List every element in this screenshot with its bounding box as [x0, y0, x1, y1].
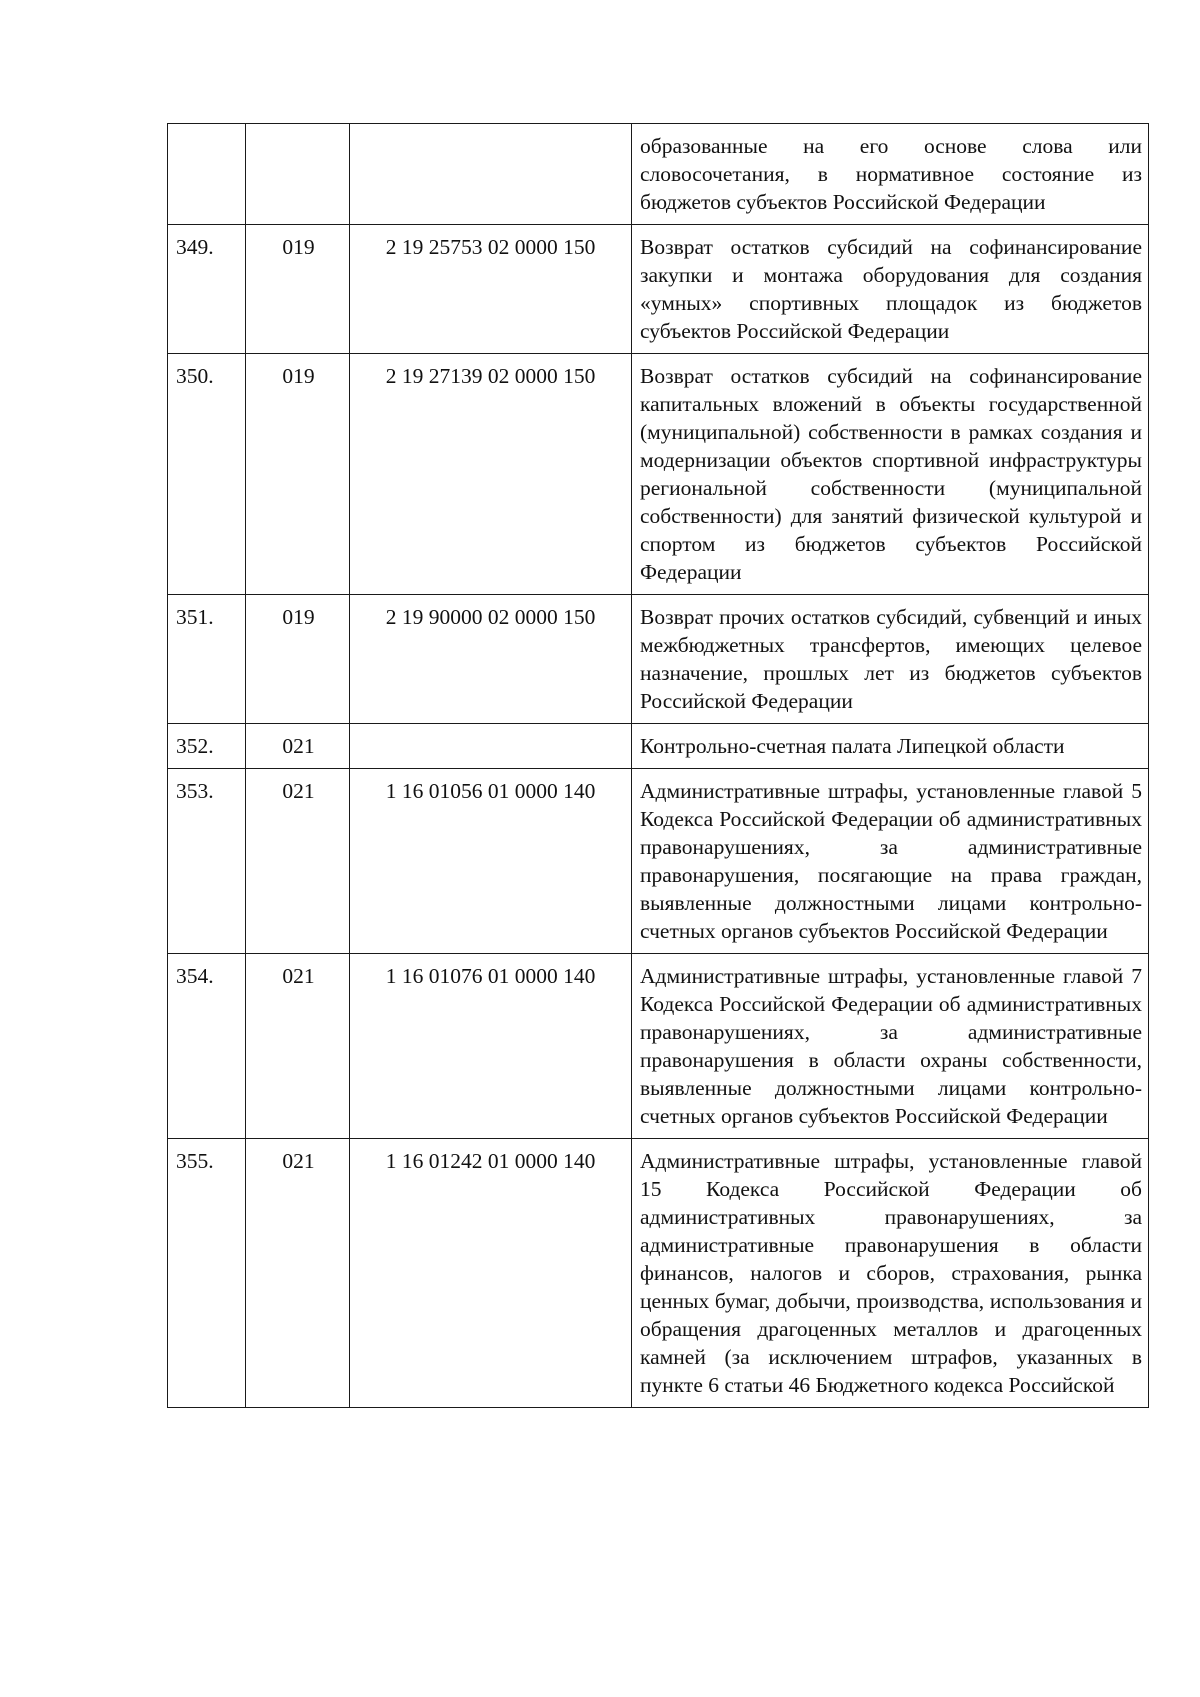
table-row [168, 769, 1149, 954]
budget-classification-code: 2 19 90000 02 0000 150 [350, 595, 632, 724]
row-number: 354. [168, 954, 246, 1139]
table-row [168, 354, 1149, 595]
administrator-code: 021 [246, 954, 350, 1139]
income-name: Возврат остатков субсидий на софинансирование капитальных вложений в объекты государственной (муниципальной) собственности в рамках создания и модернизации объектов спортивной инфраструктуры региональной собственности (муниципальной собственности) для занятий физической культурой и спортом из бюджетов субъектов Российской Федерации [632, 354, 1149, 595]
table-row [168, 124, 1149, 225]
income-name: образованные на его основе слова или словосочетания, в нормативное состояние из бюджетов субъектов Российской Федерации [632, 124, 1149, 225]
administrator-code: 019 [246, 354, 350, 595]
row-number: 353. [168, 769, 246, 954]
administrator-code: 021 [246, 769, 350, 954]
row-number: 349. [168, 225, 246, 354]
income-name: Административные штрафы, установленные главой 7 Кодекса Российской Федерации об административных правонарушениях, за административные правонарушения в области охраны собственности, выявленные должностными лицами контрольно-счетных органов субъектов Российской Федерации [632, 954, 1149, 1139]
table-row [168, 724, 1149, 769]
administrator-code: 019 [246, 225, 350, 354]
budget-classification-code [350, 724, 632, 769]
administrator-name: Контрольно-счетная палата Липецкой области [632, 724, 1149, 769]
income-name: Возврат остатков субсидий на софинансирование закупки и монтажа оборудования для создания «умных» спортивных площадок из бюджетов субъектов Российской Федерации [632, 225, 1149, 354]
administrator-code [246, 124, 350, 225]
budget-classification-code: 2 19 27139 02 0000 150 [350, 354, 632, 595]
row-number [168, 124, 246, 225]
row-number: 350. [168, 354, 246, 595]
income-codes-table [167, 123, 1149, 1408]
income-name: Административные штрафы, установленные главой 15 Кодекса Российской Федерации об административных правонарушениях, за административные правонарушения в области финансов, налогов и сборов, страхования, рынка ценных бумаг, добычи, производства, использования и обращения драгоценных металлов и драгоценных камней (за исключением штрафов, указанных в пункте 6 статьи 46 Бюджетного кодекса Российской [632, 1139, 1149, 1408]
table-row [168, 595, 1149, 724]
table-row [168, 1139, 1149, 1408]
budget-classification-code: 2 19 25753 02 0000 150 [350, 225, 632, 354]
table-row [168, 225, 1149, 354]
administrator-code: 021 [246, 724, 350, 769]
income-name: Возврат прочих остатков субсидий, субвенций и иных межбюджетных трансфертов, имеющих целевое назначение, прошлых лет из бюджетов субъектов Российской Федерации [632, 595, 1149, 724]
budget-classification-code: 1 16 01056 01 0000 140 [350, 769, 632, 954]
row-number: 355. [168, 1139, 246, 1408]
row-number: 351. [168, 595, 246, 724]
budget-classification-code: 1 16 01242 01 0000 140 [350, 1139, 632, 1408]
administrator-code: 021 [246, 1139, 350, 1408]
budget-classification-code: 1 16 01076 01 0000 140 [350, 954, 632, 1139]
administrator-code: 019 [246, 595, 350, 724]
table-row [168, 954, 1149, 1139]
budget-classification-code [350, 124, 632, 225]
income-name: Административные штрафы, установленные главой 5 Кодекса Российской Федерации об административных правонарушениях, за административные правонарушения, посягающие на права граждан, выявленные должностными лицами контрольно-счетных органов субъектов Российской Федерации [632, 769, 1149, 954]
row-number: 352. [168, 724, 246, 769]
